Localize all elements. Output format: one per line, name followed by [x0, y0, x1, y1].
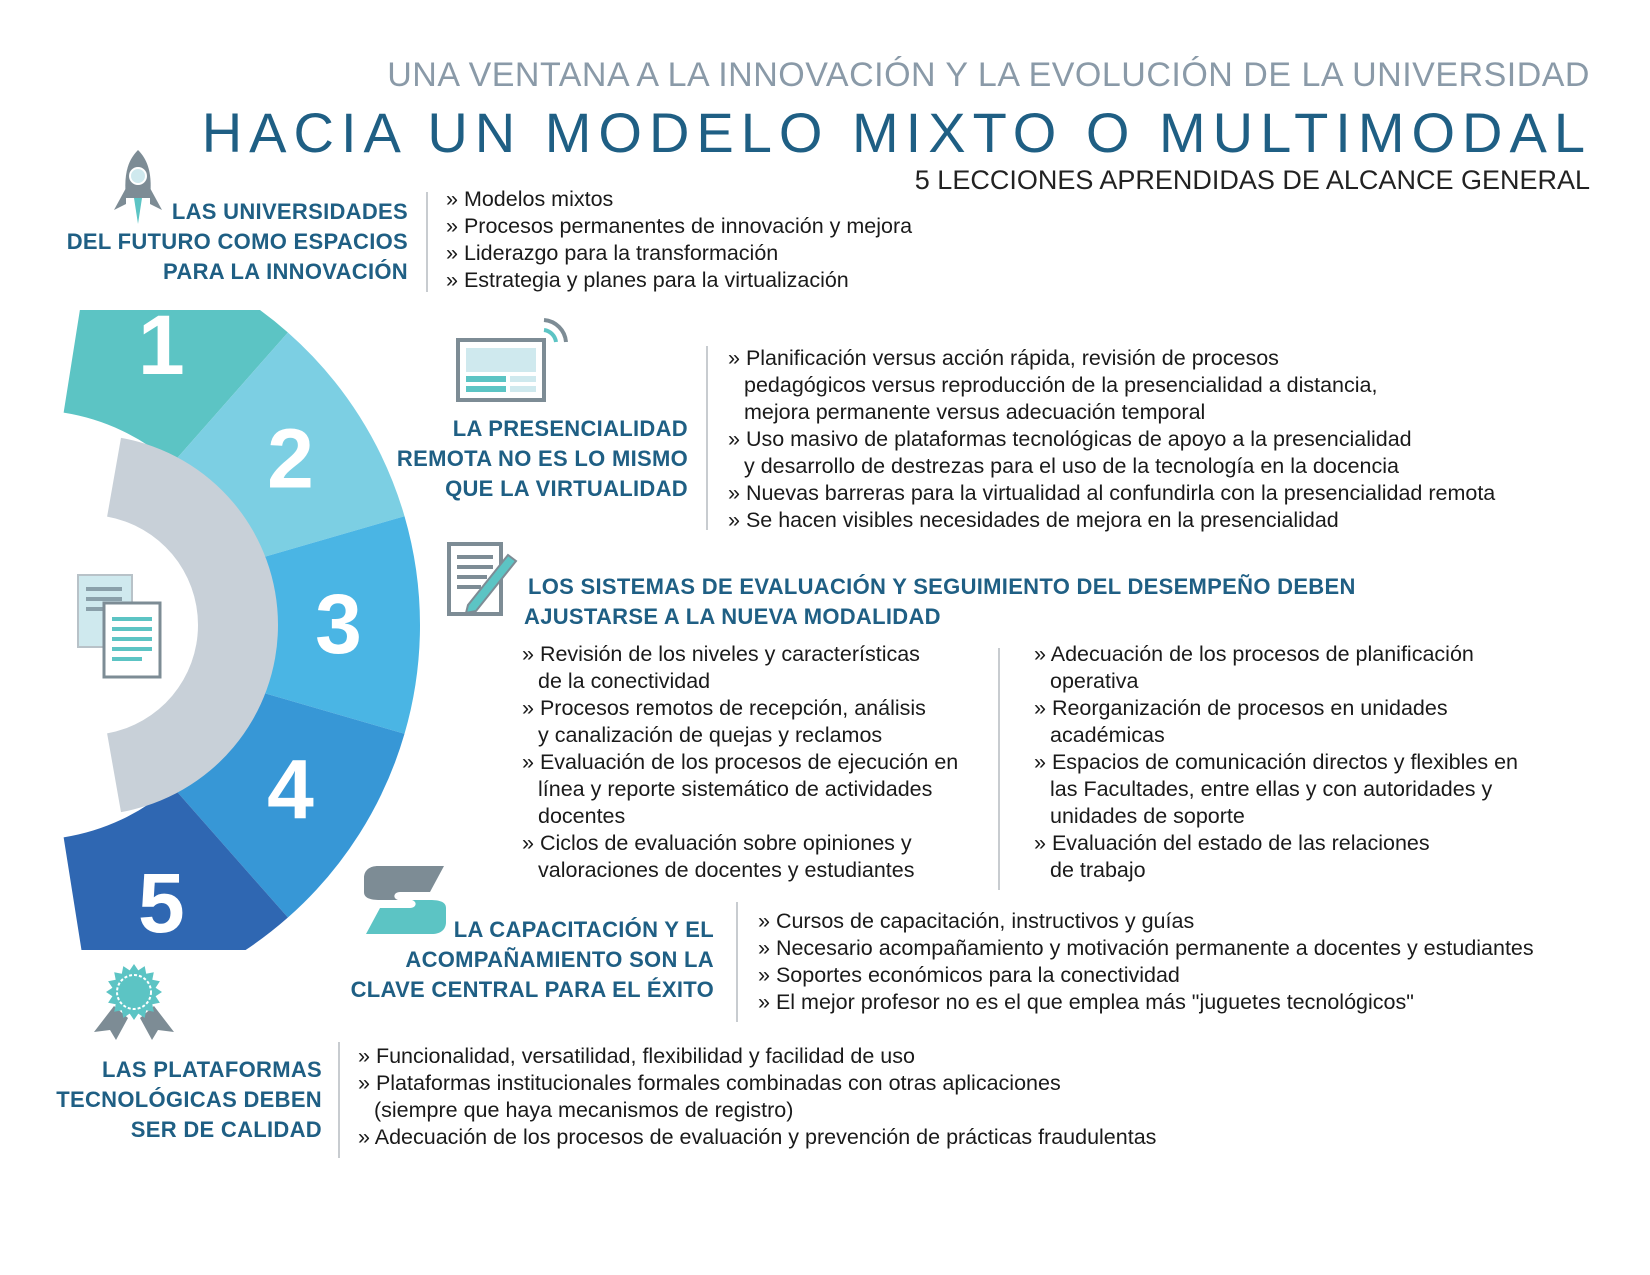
wheel-number-1: 1 [137, 310, 185, 392]
list-item: » Adecuación de los procesos de planificación operativa [1034, 641, 1490, 695]
section-4-list [758, 908, 1548, 1016]
header-supertitle: UNA VENTANA A LA INNOVACIÓN Y LA EVOLUCIÓN DE LA UNIVERSIDAD [387, 56, 1590, 94]
wheel-number-3: 3 [315, 577, 362, 671]
list-item: » Espacios de comunicación directos y flexibles en las Facultades, entre ellas y con autoridades y unidades de soporte [1034, 749, 1520, 830]
list-item: » Estrategia y planes para la virtualización [446, 267, 1006, 294]
list-item: » Soportes económicos para la conectividad [758, 962, 1548, 989]
list-item: » Modelos mixtos [446, 186, 1006, 213]
list-item: » Cursos de capacitación, instructivos y guías [758, 908, 1548, 935]
section-3-list-left [522, 641, 972, 884]
list-item: » El mejor profesor no es el que emplea más "juguetes tecnológicos" [758, 989, 1548, 1016]
section-5-list [358, 1043, 1158, 1151]
list-item: » Funcionalidad, versatilidad, flexibilidad y facilidad de uso [358, 1043, 1158, 1070]
section-5-title: LAS PLATAFORMAS TECNOLÓGICAS DEBEN SER DE CALIDAD [56, 1057, 322, 1142]
laptop-wifi-icon [456, 316, 574, 402]
section-1-title: LAS UNIVERSIDADES DEL FUTURO COMO ESPACIOS PARA LA INNOVACIÓN [66, 199, 408, 284]
wheel-number-4: 4 [267, 742, 314, 837]
page-subtitle: 5 LECCIONES APRENDIDAS DE ALCANCE GENERAL [914, 165, 1590, 195]
list-item: » Uso masivo de plataformas tecnológicas de apoyo a la presencialidad y desarrollo de destrezas para el uso de la tecnología en la docencia [728, 426, 1424, 480]
divider [338, 1042, 340, 1158]
list-item: » Necesario acompañamiento y motivación permanente a docentes y estudiantes [758, 935, 1548, 962]
divider [706, 346, 708, 530]
section-3-title: LOS SISTEMAS DE EVALUACIÓN Y SEGUIMIENTO DEL DESEMPEÑO DEBEN AJUSTARSE A LA NUEVA MODALIDAD [524, 574, 1356, 629]
divider [426, 192, 428, 292]
section-1-list [446, 186, 1006, 294]
list-item: » Planificación versus acción rápida, revisión de procesos pedagógicos versus reproducción de la presencialidad a distancia, mejora permanente versus adecuación temporal [728, 345, 1404, 426]
section-4-title: LA CAPACITACIÓN Y EL ACOMPAÑAMIENTO SON LA CLAVE CENTRAL PARA EL ÉXITO [350, 917, 714, 1002]
list-item: » Se hacen visibles necesidades de mejora en la presencialidad [728, 507, 1508, 534]
document-pencil-icon [446, 541, 522, 617]
list-item: » Adecuación de los procesos de evaluación y prevención de prácticas fraudulentas [358, 1124, 1158, 1151]
divider [736, 902, 738, 1022]
list-item: » Nuevas barreras para la virtualidad al confundirla con la presencialidad remota [728, 480, 1508, 507]
section-3-list-right [1034, 641, 1519, 884]
badge-ribbon-icon [92, 962, 176, 1040]
list-item: » Procesos remotos de recepción, análisis y canalización de quejas y reclamos [522, 695, 938, 749]
wheel-number-5: 5 [137, 856, 185, 950]
section-2-list [728, 345, 1508, 534]
list-item: » Procesos permanentes de innovación y mejora [446, 213, 1006, 240]
wheel-number-2: 2 [267, 411, 314, 506]
lessons-wheel [0, 310, 440, 950]
list-item: » Evaluación del estado de las relaciones de trabajo [1034, 830, 1450, 884]
list-item: » Reorganización de procesos en unidades académicas [1034, 695, 1460, 749]
list-item: » Liderazgo para la transformación [446, 240, 1006, 267]
list-item: » Plataformas institucionales formales combinadas con otras aplicaciones (siempre que haya mecanismos de registro) [358, 1070, 1074, 1124]
list-item: » Revisión de los niveles y características de la conectividad [522, 641, 938, 695]
divider [998, 648, 1000, 890]
list-item: » Evaluación de los procesos de ejecución en línea y reporte sistemático de actividades docentes [522, 749, 978, 830]
page-title: HACIA UN MODELO MIXTO O MULTIMODAL [201, 101, 1592, 164]
documents-icon [78, 575, 160, 677]
list-item: » Ciclos de evaluación sobre opiniones y valoraciones de docentes y estudiantes [522, 830, 948, 884]
section-2-title: LA PRESENCIALIDAD REMOTA NO ES LO MISMO QUE LA VIRTUALIDAD [396, 416, 688, 501]
